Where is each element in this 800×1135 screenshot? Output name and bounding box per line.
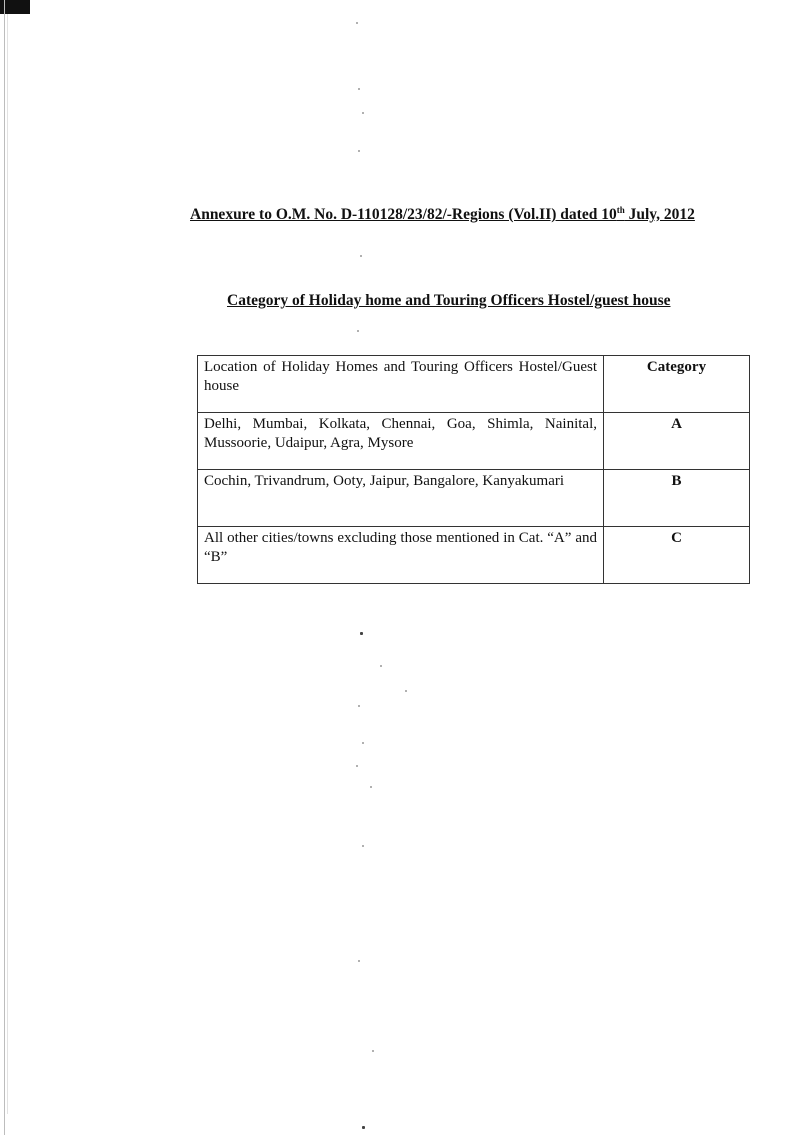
scan-edge-line (4, 0, 5, 1135)
scan-speck (358, 150, 360, 152)
scan-speck (358, 88, 360, 90)
scan-speck (380, 665, 382, 667)
scan-speck (362, 1126, 365, 1129)
annexure-ordinal-suffix: th (616, 205, 625, 215)
scan-speck (356, 765, 358, 767)
scan-speck (405, 690, 407, 692)
scan-speck (360, 632, 363, 635)
category-cell: C (604, 527, 750, 584)
scan-speck (362, 742, 364, 744)
category-cell: A (604, 413, 750, 470)
scan-speck (362, 845, 364, 847)
table-row (198, 470, 750, 527)
scan-speck (358, 705, 360, 707)
category-table (197, 355, 750, 584)
location-cell: Delhi, Mumbai, Kolkata, Chennai, Goa, Shimla, Nainital, Mussoorie, Udaipur, Agra, Mysore (198, 413, 604, 470)
scan-speck (358, 960, 360, 962)
category-title: Category of Holiday home and Touring Officers Hostel/guest house (227, 292, 671, 309)
category-column-header: Category (604, 356, 750, 413)
scan-speck (357, 330, 359, 332)
table-header-row (198, 356, 750, 413)
location-cell: All other cities/towns excluding those mentioned in Cat. “A” and “B” (198, 527, 604, 584)
scan-speck (370, 786, 372, 788)
scan-speck (362, 112, 364, 114)
annexure-heading (190, 206, 695, 224)
scan-speck (360, 255, 362, 257)
location-column-header: Location of Holiday Homes and Touring Officers Hostel/Guest house (198, 356, 604, 413)
annexure-date-tail: July, 2012 (624, 206, 695, 223)
scan-edge-line-inner (7, 14, 8, 1114)
scan-speck (356, 22, 358, 24)
table-row (198, 413, 750, 470)
scan-speck (372, 1050, 374, 1052)
location-cell: Cochin, Trivandrum, Ooty, Jaipur, Bangalore, Kanyakumari (198, 470, 604, 527)
annexure-prefix: Annexure to O.M. No. D-110128/23/82/-Regions (Vol.II) dated 10 (190, 206, 617, 223)
category-cell: B (604, 470, 750, 527)
table-row (198, 527, 750, 584)
